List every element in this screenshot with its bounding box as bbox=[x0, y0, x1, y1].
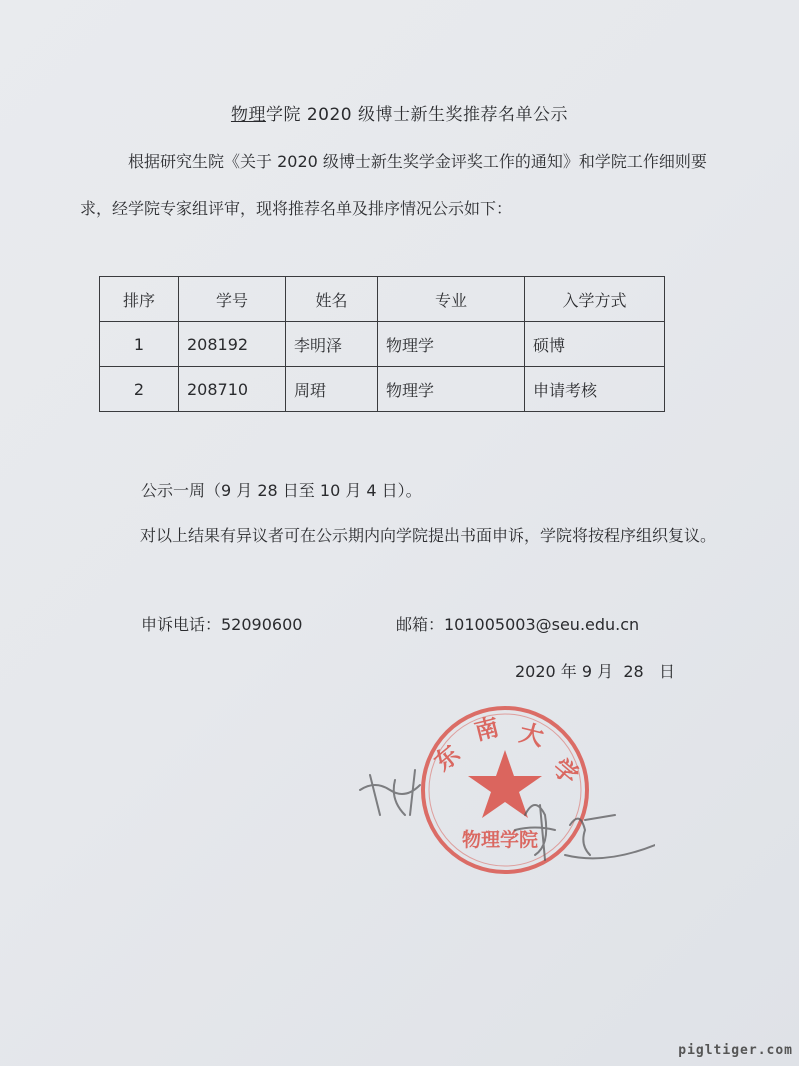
watermark: pigltiger.com bbox=[678, 1043, 793, 1058]
page-title bbox=[0, 100, 799, 125]
date-line: 2020 年 9 月 28 日 bbox=[515, 662, 675, 681]
intro-paragraph: 根据研究生院《关于 2020 级博士新生奖学金评奖工作的通知》和学院工作细则要求，经学院专家组评审，现将推荐名单及排序情况公示如下： bbox=[80, 152, 707, 218]
header-name: 姓名 bbox=[286, 277, 378, 322]
objection-paragraph: 对以上结果有异议者可在公示期内向学院提出书面申诉，学院将按程序组织复议。 bbox=[140, 526, 717, 545]
svg-text:南: 南 bbox=[471, 711, 502, 746]
cell-rank: 2 bbox=[100, 367, 179, 412]
cell-rank: 1 bbox=[100, 322, 179, 367]
header-admission: 入学方式 bbox=[525, 277, 665, 322]
publicity-period: 公示一周（9 月 28 日至 10 月 4 日）。 bbox=[141, 481, 422, 500]
table-row bbox=[100, 322, 665, 367]
handwritten-signature bbox=[355, 760, 655, 880]
table-header-row bbox=[100, 277, 665, 322]
cell-major: 物理学 bbox=[378, 367, 525, 412]
header-rank: 排序 bbox=[100, 277, 179, 322]
table-row bbox=[100, 367, 665, 412]
svg-text:学: 学 bbox=[547, 752, 585, 791]
svg-text:物理学院: 物理学院 bbox=[462, 829, 539, 851]
cell-name: 李明泽 bbox=[286, 322, 378, 367]
email-line: 邮箱：101005003@seu.edu.cn bbox=[396, 615, 640, 634]
cell-student-id: 208192 bbox=[179, 322, 286, 367]
title-rest: 学院 2020 级博士新生奖推荐名单公示 bbox=[265, 105, 569, 125]
svg-text:东: 东 bbox=[428, 738, 466, 777]
cell-name: 周珺 bbox=[286, 367, 378, 412]
cell-major: 物理学 bbox=[378, 322, 525, 367]
cell-admission: 硕博 bbox=[525, 322, 665, 367]
svg-text:大: 大 bbox=[516, 717, 547, 752]
header-student-id: 学号 bbox=[179, 277, 286, 322]
cell-student-id: 208710 bbox=[179, 367, 286, 412]
phone-line: 申诉电话：52090600 bbox=[141, 615, 303, 634]
title-underlined: 物理 bbox=[230, 105, 266, 125]
recommendation-table bbox=[99, 276, 665, 412]
cell-admission: 申请考核 bbox=[525, 367, 665, 412]
header-major: 专业 bbox=[378, 277, 525, 322]
